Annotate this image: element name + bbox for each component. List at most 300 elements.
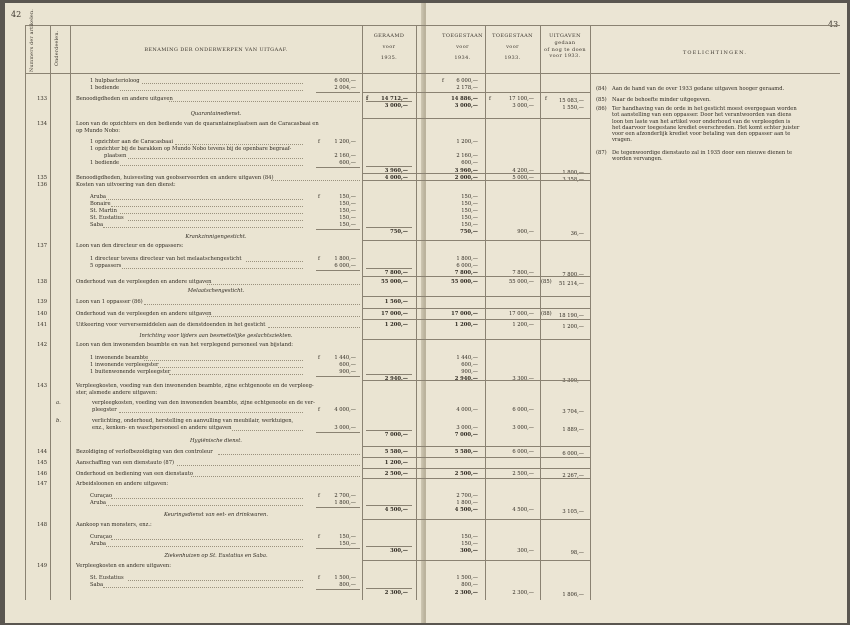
row-rule xyxy=(362,308,590,309)
amount-toegestaan-1934: 1 500,— xyxy=(456,575,478,581)
total-rule xyxy=(366,374,412,375)
article-number: 135 xyxy=(37,175,47,181)
subtotal-rule xyxy=(316,270,360,271)
amount-toegestaan-1934: 17 000,— xyxy=(451,311,478,317)
table-top-rule xyxy=(25,25,590,26)
amount-toegestaan-1934: 150,— xyxy=(461,534,478,540)
dot-leader xyxy=(120,213,304,214)
note-mark: (85) xyxy=(596,97,607,103)
line-text: Aruba xyxy=(90,541,106,547)
article-number: 137 xyxy=(37,243,47,249)
sub-amount: 1 800,— xyxy=(334,500,356,506)
amount-toegestaan-1934: 1 200,— xyxy=(454,322,478,328)
amount-toegestaan-1934: 2 300,— xyxy=(454,590,478,596)
line-text: Loon van den directeur en de oppassers: xyxy=(76,243,184,249)
amount-uitgaven-1933: 18 190,— xyxy=(559,313,584,319)
dot-leader xyxy=(120,165,304,166)
sub-amount: 800,— xyxy=(339,582,356,588)
amount-toegestaan-1933: 17 100,— xyxy=(509,96,534,102)
row-rule xyxy=(362,446,590,447)
page-number-right: 43 xyxy=(828,20,839,29)
dot-leader xyxy=(144,360,303,361)
amount-toegestaan-1934: 600,— xyxy=(461,160,478,166)
note-line: Ter handhaving van de orde in het gesticht moest overgegaan worden xyxy=(612,106,797,112)
line-text: 1 bediende xyxy=(90,85,120,91)
amount-uitgaven-1933: 3 300,— xyxy=(562,378,584,384)
row-rule xyxy=(362,339,590,340)
currency-f: f xyxy=(318,575,320,581)
sub-amount: 150,— xyxy=(339,534,356,540)
amount-uitgaven-1933: 1 200,— xyxy=(562,324,584,330)
sub-amount: 2 160,— xyxy=(334,153,356,159)
dot-leader xyxy=(119,412,303,413)
article-number: 142 xyxy=(37,342,47,348)
line-text: pleegster xyxy=(92,407,117,413)
col-rule-uitgaven xyxy=(590,25,591,600)
line-text: 1 inwonende beambte xyxy=(90,355,149,361)
section-heading: Ziekenhuizen op St. Eustatius en Saba. xyxy=(164,553,268,559)
amount-toegestaan-1934: 3 000,— xyxy=(454,103,478,109)
amount-toegestaan-1933: 55 000,— xyxy=(509,279,534,285)
amount-toegestaan-1934: 1 800,— xyxy=(456,500,478,506)
sub-amount: 1 500,— xyxy=(334,575,356,581)
amount-toegestaan-1933: 5 000,— xyxy=(512,175,534,181)
line-text: 1 hulpbacterioloog xyxy=(90,78,140,84)
article-number: 139 xyxy=(37,299,47,305)
amount-geraamd-1935: 7 000,— xyxy=(384,432,408,438)
note-line: worden vervangen. xyxy=(612,156,663,163)
dot-leader xyxy=(271,180,361,181)
line-text: Arbeidsloonen en andere uitgaven: xyxy=(76,481,169,487)
amount-uitgaven-1933: 1 806,— xyxy=(562,592,584,598)
amount-toegestaan-1934: 55 000,— xyxy=(451,279,478,285)
amount-toegestaan-1934: 900,— xyxy=(461,369,478,375)
subtotal-rule xyxy=(316,167,360,168)
dot-leader xyxy=(246,261,303,262)
line-text: Onderhoud en bediening van een dienstauto xyxy=(76,471,193,477)
header-onderdeelen: Onderdeelen. xyxy=(55,30,60,66)
amount-geraamd-1935: 3 000,— xyxy=(384,103,408,109)
amount-toegestaan-1934: 1 440,— xyxy=(456,355,478,361)
amount-toegestaan-1933: 4 500,— xyxy=(512,507,534,513)
amount-uitgaven-1933: 3 105,— xyxy=(562,509,584,515)
sub-amount: 900,— xyxy=(339,369,356,375)
line-text: Loon van de opzichters en den bediende van de quarantaineplaatsen aan de Caracasbaai en xyxy=(76,121,319,127)
part-label: b. xyxy=(56,418,61,424)
subtotal-rule xyxy=(316,507,360,508)
line-text: ster, alsmede andere uitgaven: xyxy=(76,390,158,396)
notes-top-rule xyxy=(590,25,840,26)
amount-toegestaan-1933: 2 500,— xyxy=(512,471,534,477)
total-rule xyxy=(366,227,412,228)
amount-uitgaven-1933: 1 889,— xyxy=(562,427,584,433)
row-rule xyxy=(362,380,590,381)
line-text: 1 inwonende verpleegster xyxy=(90,362,159,368)
amount-toegestaan-1933: 300,— xyxy=(517,548,534,554)
amount-geraamd-1935: 2 940,— xyxy=(384,376,408,382)
article-number: 145 xyxy=(37,460,47,466)
row-rule xyxy=(362,240,590,241)
amount-toegestaan-1933: 17 000,— xyxy=(509,311,534,317)
line-text: verpleegkosten, voeding van den inwonenden beambte, zijne echtgenoote en de ver- xyxy=(92,400,315,406)
section-heading: Inrichting voor lijders aan besmettelijke geslachtsziekten. xyxy=(139,333,293,339)
amount-toegestaan-1934: 4 000,— xyxy=(456,407,478,413)
subtotal-rule xyxy=(316,432,360,433)
dot-leader xyxy=(106,505,303,506)
total-rule xyxy=(366,430,412,431)
note-line: voor een afzonderlijk krediet voor betaling van den oppasser aan te xyxy=(612,131,791,138)
currency-f: f xyxy=(318,256,320,262)
total-rule xyxy=(366,166,412,167)
dot-leader xyxy=(128,580,303,581)
article-number: 146 xyxy=(37,471,47,477)
subtotal-rule xyxy=(316,589,360,590)
dot-leader xyxy=(142,83,304,84)
amount-uitgaven-1933: 36,— xyxy=(570,231,584,237)
sub-amount: 3 000,— xyxy=(334,425,356,431)
sub-amount: 1 440,— xyxy=(334,355,356,361)
sub-amount: 2 700,— xyxy=(334,493,356,499)
dot-leader xyxy=(111,498,303,499)
section-heading: Krankzinnigengesticht. xyxy=(185,234,247,240)
note-line: tot aanstelling van een oppasser. Door het verantwoorden van diens xyxy=(612,112,792,119)
amount-toegestaan-1934: 600,— xyxy=(461,362,478,368)
line-text: enz., kenken- en waschpersoneel en andere uitgaven xyxy=(92,425,232,431)
dot-leader xyxy=(106,199,303,200)
article-number: 144 xyxy=(37,449,47,455)
note-mark: (88) xyxy=(541,311,552,317)
amount-toegestaan-1934: 1 800,— xyxy=(456,256,478,262)
col-rule-left xyxy=(25,25,26,600)
amount-toegestaan-1934: 150,— xyxy=(461,208,478,214)
line-text: 1 opzichter aan de Caracasbaai xyxy=(90,139,173,145)
article-number: 140 xyxy=(37,311,47,317)
line-text: Verpleegkosten en andere uitgaven: xyxy=(76,563,172,569)
amount-toegestaan-1934: 300,— xyxy=(460,548,478,554)
dot-leader xyxy=(268,327,360,328)
amount-toegestaan-1933: 3 000,— xyxy=(512,103,534,109)
amount-toegestaan-1934: 150,— xyxy=(461,201,478,207)
line-text: verlichting, onderhoud, herstelling en aanvulling van meubilair, werktuigen, xyxy=(92,418,294,424)
currency-f: f xyxy=(318,493,320,499)
article-number: 149 xyxy=(37,563,47,569)
note-mark: (87) xyxy=(596,150,607,156)
note-mark: (84) xyxy=(596,86,607,92)
currency-f: f xyxy=(318,534,320,540)
amount-toegestaan-1934: 150,— xyxy=(461,222,478,228)
currency-f: f xyxy=(489,96,491,102)
subtotal-rule xyxy=(316,548,360,549)
amount-uitgaven-1933: 2 267,— xyxy=(562,473,584,479)
amount-toegestaan-1934: 750,— xyxy=(460,229,478,235)
currency-f: f xyxy=(366,96,369,102)
line-text: Verpleegkosten, voeding van den inwonenden beambte, zijne echtgenoote en de verpleeg- xyxy=(76,383,314,389)
table-header-rule xyxy=(25,73,590,74)
header-toegestaan-1933: TOEGESTAAN voor 1933. xyxy=(492,33,533,61)
amount-toegestaan-1933: 3 300,— xyxy=(512,376,534,382)
dot-leader xyxy=(128,158,303,159)
line-text: op Mundo Nobo: xyxy=(76,128,121,134)
amount-geraamd-1935: 300,— xyxy=(390,548,408,554)
amount-toegestaan-1934: 3 000,— xyxy=(456,425,478,431)
line-text: 5 oppassers xyxy=(90,263,122,269)
col-rule-benaming xyxy=(362,25,363,600)
dot-leader xyxy=(128,220,303,221)
dot-leader xyxy=(169,101,360,102)
row-rule xyxy=(362,118,590,119)
row-rule xyxy=(362,173,590,174)
row-rule xyxy=(362,468,590,469)
dot-leader xyxy=(111,539,303,540)
dot-leader xyxy=(191,476,360,477)
sub-amount: 150,— xyxy=(339,201,356,207)
sub-amount: 6 000,— xyxy=(334,263,356,269)
line-text: Aruba xyxy=(90,500,106,506)
currency-f: f xyxy=(318,139,320,145)
amount-toegestaan-1934: 6 000,— xyxy=(456,263,478,269)
note-line: het daarvoor toegestane krediet overschreden. Het komt echter juister xyxy=(612,124,800,131)
dot-leader xyxy=(177,465,360,466)
row-rule xyxy=(362,519,590,520)
amount-toegestaan-1933: 6 000,— xyxy=(512,407,534,413)
line-text: 1 directeur tevens directeur van het melaatschengesticht xyxy=(90,256,242,262)
article-number: 148 xyxy=(37,522,47,528)
amount-geraamd-1935: 3 960,— xyxy=(384,168,408,174)
amount-toegestaan-1934: 3 960,— xyxy=(454,168,478,174)
line-text: 1 buitenwonende verpleegster xyxy=(90,369,171,375)
article-number: 141 xyxy=(37,322,47,328)
dot-leader xyxy=(144,304,360,305)
amount-toegestaan-1933: 6 000,— xyxy=(512,449,534,455)
line-text: plaatsen xyxy=(104,153,127,159)
amount-uitgaven-1933: 3 704,— xyxy=(562,409,584,415)
amount-toegestaan-1934: 6 000,— xyxy=(456,78,478,84)
row-rule xyxy=(362,457,590,458)
amount-geraamd-1935: 7 800,— xyxy=(384,270,408,276)
note-line: Naar de behoefte minder uitgegeven. xyxy=(612,97,711,103)
amount-toegestaan-1934: 14 886,— xyxy=(451,96,478,102)
amount-toegestaan-1934: 2 700,— xyxy=(456,493,478,499)
col-rule-toegestaan-1934 xyxy=(485,25,486,600)
dot-leader xyxy=(207,284,360,285)
amount-toegestaan-1934: 7 000,— xyxy=(454,432,478,438)
note-line: De tegenwoordige dienstauto zal in 1935 door een nieuwe dienen te xyxy=(612,150,793,156)
row-rule xyxy=(362,560,590,561)
article-number: 134 xyxy=(37,121,47,127)
note-line: loon ten laste van het artikel voor onderhoud van de verpleegden is xyxy=(612,118,791,125)
line-text: Aankoop van monsters, enz.: xyxy=(76,522,152,528)
amount-geraamd-1935: 750,— xyxy=(390,229,408,235)
line-text: Loon van den inwonenden beambte en van het verplegend personeel van bijstand: xyxy=(76,342,294,348)
currency-f: f xyxy=(318,194,320,200)
col-rule-geraamd xyxy=(416,25,417,600)
line-text: Kosten van uitvoering van den dienst: xyxy=(76,182,176,188)
col-rule-nummers xyxy=(50,25,51,600)
dot-leader xyxy=(103,227,303,228)
total-rule xyxy=(366,546,412,547)
article-number: 143 xyxy=(37,383,47,389)
row-rule xyxy=(362,276,590,277)
header-geraamd: GERAAMD voor 1935. xyxy=(373,33,405,61)
line-text: Aruba xyxy=(90,194,106,200)
note-line: Aan de hand van de over 1933 gedane uitgaven hooger geraamd. xyxy=(612,86,785,92)
sub-amount: 150,— xyxy=(339,208,356,214)
line-text: Curaçao xyxy=(90,534,113,540)
amount-toegestaan-1934: 1 200,— xyxy=(456,139,478,145)
amount-uitgaven-1933: 3 358,— xyxy=(562,177,584,183)
amount-geraamd-1935: 4 000,— xyxy=(384,175,408,181)
total-rule xyxy=(366,101,412,102)
header-nummers: Nummers der artikelen. xyxy=(30,9,35,72)
article-number: 138 xyxy=(37,279,47,285)
currency-f: f xyxy=(318,355,320,361)
dot-leader xyxy=(111,206,303,207)
header-benaming: BENAMING DER ONDERWERPEN VAN UITGAAF. xyxy=(144,47,288,53)
amount-toegestaan-1934: 150,— xyxy=(461,215,478,221)
article-number: 147 xyxy=(37,481,47,487)
amount-toegestaan-1934: 7 800,— xyxy=(454,270,478,276)
line-text: Uitkeering voor verversemiddelen aan de dienstdoenden in het gesticht xyxy=(76,322,266,328)
amount-geraamd-1935: 14 712,— xyxy=(381,96,408,102)
amount-uitgaven-1933: 6 000,— xyxy=(562,451,584,457)
page-number-left: 42 xyxy=(11,10,22,19)
dot-leader xyxy=(120,90,304,91)
explanatory-note xyxy=(596,106,836,146)
dot-leader xyxy=(169,374,303,375)
amount-toegestaan-1934: 2 000,— xyxy=(454,175,478,181)
sub-amount: 600,— xyxy=(339,362,356,368)
row-rule xyxy=(362,478,590,479)
line-text: Aanschaffing van een dienstauto (87) xyxy=(76,460,175,466)
part-label: a. xyxy=(56,400,61,406)
section-heading: Melaatschengesticht. xyxy=(187,288,245,294)
line-text: Onderhoud van de verpleegden en andere uitgaven xyxy=(76,279,212,285)
amount-toegestaan-1934: 150,— xyxy=(461,541,478,547)
amount-uitgaven-1933: 51 214,— xyxy=(559,281,584,287)
explanatory-note xyxy=(596,97,836,105)
subtotal-rule xyxy=(316,229,360,230)
line-text: Benoodigdheden, huisvesting van geobserveerden en andere uitgaven (84) xyxy=(76,175,274,181)
line-text: Loon van 1 oppasser (86) xyxy=(76,299,143,305)
section-heading: Hygiënische dienst. xyxy=(190,438,242,444)
amount-uitgaven-1933: 1 800,— xyxy=(562,170,584,176)
amount-geraamd-1935: 1 200,— xyxy=(384,322,408,328)
amount-geraamd-1935: 4 500,— xyxy=(384,507,408,513)
total-rule xyxy=(366,268,412,269)
amount-uitgaven-1933: 98,— xyxy=(570,550,584,556)
article-number: 133 xyxy=(37,96,47,102)
dot-leader xyxy=(175,144,304,145)
amount-uitgaven-1933: 15 083,— xyxy=(559,98,584,104)
sub-amount: 150,— xyxy=(339,215,356,221)
article-number: 136 xyxy=(37,182,47,188)
header-toelichtingen: TOELICHTINGEN. xyxy=(682,50,748,56)
section-heading: Quarantainedienst. xyxy=(190,111,242,117)
note-line: vragen. xyxy=(612,137,632,144)
amount-toegestaan-1934: 2 500,— xyxy=(454,471,478,477)
sub-amount: 600,— xyxy=(339,160,356,166)
line-text: 1 bediende xyxy=(90,160,120,166)
amount-toegestaan-1934: 150,— xyxy=(461,194,478,200)
amount-geraamd-1935: 55 000,— xyxy=(381,279,408,285)
note-mark: (86) xyxy=(596,106,607,112)
amount-toegestaan-1934: 5 580,— xyxy=(454,449,478,455)
line-text: Bezoldiging of verlofbezoldiging van den controleur xyxy=(76,449,213,455)
line-text: St. Eustatius xyxy=(90,575,124,581)
total-rule xyxy=(366,588,412,589)
row-rule xyxy=(362,92,590,93)
sub-amount: 150,— xyxy=(339,194,356,200)
dot-leader xyxy=(103,587,303,588)
amount-toegestaan-1933: 900,— xyxy=(517,229,534,235)
dot-leader xyxy=(122,268,303,269)
row-rule xyxy=(362,180,590,181)
total-rule xyxy=(366,505,412,506)
line-text: Onderhoud van de verpleegden en andere uitgaven xyxy=(76,311,212,317)
amount-toegestaan-1933: 2 300,— xyxy=(512,590,534,596)
line-text: Benoodigdheden en andere uitgaven xyxy=(76,96,173,102)
amount-uitgaven-1933: 7 800,— xyxy=(562,272,584,278)
amount-toegestaan-1933: 4 200,— xyxy=(512,168,534,174)
currency-f: f xyxy=(545,96,547,102)
amount-geraamd-1935: 5 580,— xyxy=(384,449,408,455)
amount-geraamd-1935: 1 200,— xyxy=(384,460,408,466)
amount-geraamd-1935: 17 000,— xyxy=(381,311,408,317)
sub-amount: 150,— xyxy=(339,222,356,228)
row-rule xyxy=(362,319,590,320)
amount-geraamd-1935: 1 560,— xyxy=(384,299,408,305)
line-text: St. Eustatius xyxy=(90,215,124,221)
explanatory-note xyxy=(596,150,836,165)
line-text: St. Martin xyxy=(90,208,117,214)
amount-toegestaan-1934: 800,— xyxy=(461,582,478,588)
amount-geraamd-1935: 2 300,— xyxy=(384,590,408,596)
subtotal-rule xyxy=(316,92,360,93)
sub-amount: 6 000,— xyxy=(334,78,356,84)
dot-leader xyxy=(158,367,303,368)
dot-leader xyxy=(207,316,360,317)
amount-toegestaan-1934: 4 500,— xyxy=(454,507,478,513)
sub-amount: 1 200,— xyxy=(334,139,356,145)
amount-toegestaan-1933: 1 200,— xyxy=(512,322,534,328)
subtotal-rule xyxy=(316,376,360,377)
amount-toegestaan-1934: 2 940,— xyxy=(454,376,478,382)
amount-toegestaan-1933: 7 800,— xyxy=(512,270,534,276)
notes-header-rule xyxy=(590,73,840,74)
line-text: Saba xyxy=(90,582,104,588)
note-mark: (85) xyxy=(541,279,552,285)
row-rule xyxy=(362,296,590,297)
sub-amount: 150,— xyxy=(339,541,356,547)
explanatory-note xyxy=(596,86,836,94)
amount-toegestaan-1934: 2 160,— xyxy=(456,153,478,159)
header-uitgaven: UITGAVEN gedaan of nog te doen voor 1933. xyxy=(543,33,587,60)
line-text: Saba xyxy=(90,222,104,228)
line-text: 1 opzichter bij de barakken op Mundo Nobo tevens bij de openbare begraaf- xyxy=(90,146,292,152)
dot-leader xyxy=(106,546,303,547)
amount-toegestaan-1933: 3 000,— xyxy=(512,425,534,431)
amount-geraamd-1935: 2 500,— xyxy=(384,471,408,477)
dot-leader xyxy=(218,454,360,455)
currency-f: f xyxy=(442,78,444,84)
line-text: Bonaire xyxy=(90,201,111,207)
header-toegestaan-1934: TOEGESTAAN voor 1934. xyxy=(442,33,483,61)
amount-uitgaven-1933: 1 550,— xyxy=(562,105,584,111)
amount-toegestaan-1934: 2 178,— xyxy=(456,85,478,91)
currency-f: f xyxy=(318,407,320,413)
dot-leader xyxy=(232,430,304,431)
sub-amount: 1 800,— xyxy=(334,256,356,262)
